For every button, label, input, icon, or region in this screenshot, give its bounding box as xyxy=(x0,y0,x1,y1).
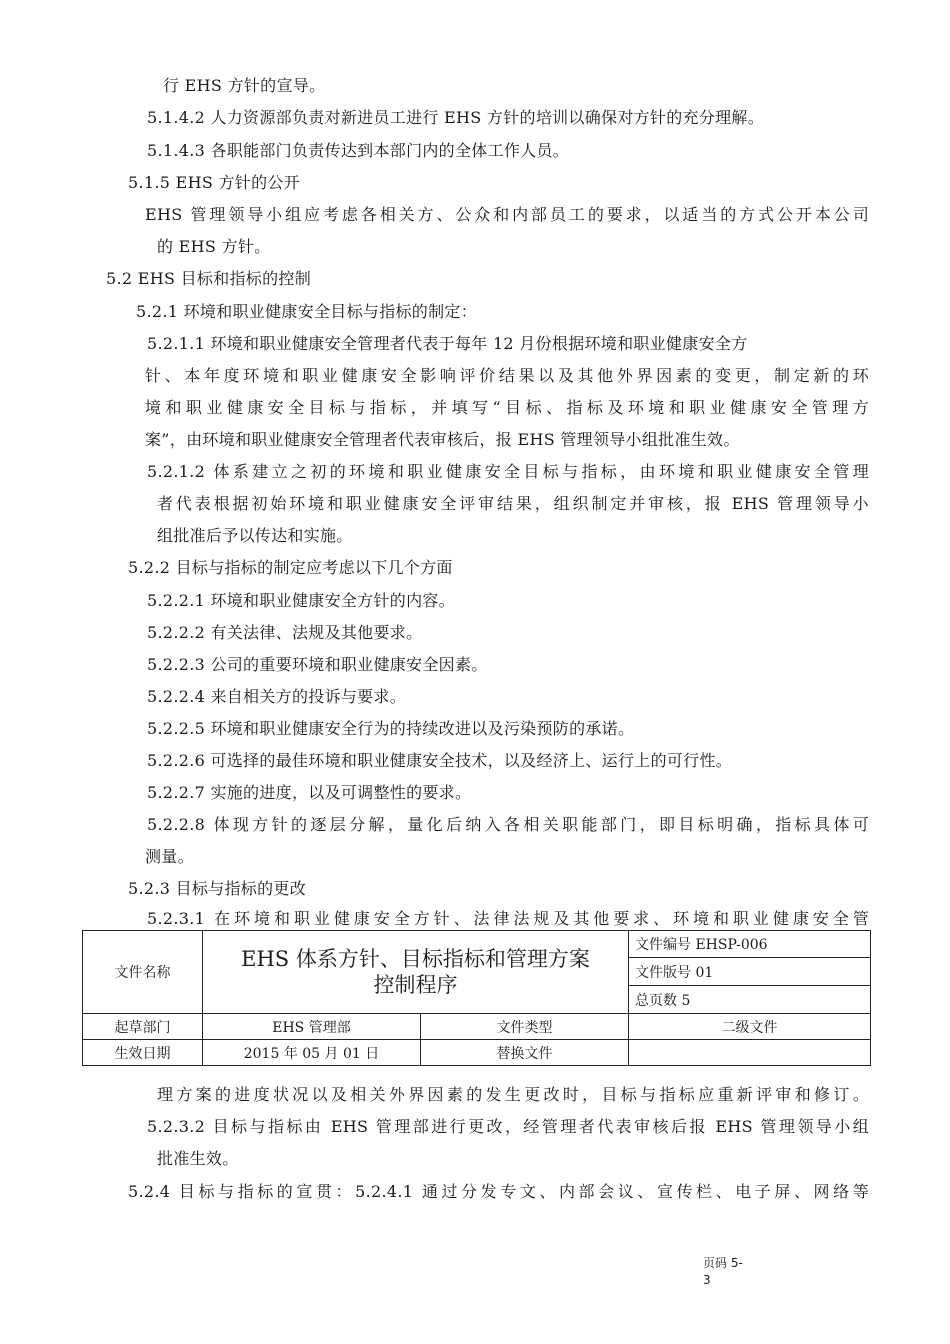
document-type-value: 二级文件 xyxy=(629,1014,871,1040)
section-heading: 5.2.2 目标与指标的制定应考虑以下几个方面 xyxy=(128,558,453,577)
text-line: 5.2.1.2 体系建立之初的环境和职业健康安全目标与指标，由环境和职业健康安全管理 xyxy=(147,462,869,481)
text-line: 5.2.2.5 环境和职业健康安全行为的持续改进以及污染预防的承诺。 xyxy=(147,719,635,738)
total-pages: 总页数 5 xyxy=(629,986,871,1014)
page-number xyxy=(703,1255,763,1289)
page-number-line2: 3 xyxy=(703,1273,711,1287)
drafting-dept-label: 起草部门 xyxy=(83,1014,203,1040)
document-type-label: 文件类型 xyxy=(421,1014,629,1040)
page-number-line1: 页码 5- xyxy=(703,1256,743,1270)
text-line: 案”，由环境和职业健康安全管理者代表审核后，报 EHS 管理领导小组批准生效。 xyxy=(145,430,740,449)
effective-date-value: 2015 年 05 月 01 日 xyxy=(203,1040,421,1066)
section-heading: 5.2 EHS 目标和指标的控制 xyxy=(106,269,312,288)
text-line: 5.2.2.6 可选择的最佳环境和职业健康安全技术，以及经济上、运行上的可行性。 xyxy=(147,751,733,770)
text-line: 理方案的进度状况以及相关外界因素的发生更改时，目标与指标应重新评审和修订。 xyxy=(157,1085,869,1104)
text-line: EHS 管理领导小组应考虑各相关方、公众和内部员工的要求，以适当的方式公开本公司 xyxy=(145,205,869,224)
text-line: 5.2.4 目标与指标的宣贯：5.2.4.1 通过分发专文、内部会议、宣传栏、电子屏、网络等 xyxy=(128,1182,869,1201)
text-line: 5.2.2.3 公司的重要环境和职业健康安全因素。 xyxy=(147,655,488,674)
drafting-dept-value: EHS 管理部 xyxy=(203,1014,421,1040)
replace-document-value xyxy=(629,1040,871,1066)
text-line: 境和职业健康安全目标与指标，并填写“目标、指标及环境和职业健康安全管理方 xyxy=(145,398,869,417)
effective-date-label: 生效日期 xyxy=(83,1040,203,1066)
text-line: 批准生效。 xyxy=(157,1149,239,1168)
text-line: 5.2.1.1 环境和职业健康安全管理者代表于每年 12 月份根据环境和职业健康安全方 xyxy=(147,334,748,353)
text-line: 5.2.3.2 目标与指标由 EHS 管理部进行更改，经管理者代表审核后报 EHS 管理领导小组 xyxy=(147,1117,869,1136)
text-line: 5.1.4.3 各职能部门负责传达到本部门内的全体工作人员。 xyxy=(147,141,570,160)
document-version: 文件版号 01 xyxy=(629,958,871,986)
document-title xyxy=(203,931,629,1014)
text-line: 5.2.2.8 体现方针的逐层分解，量化后纳入各相关职能部门，即目标明确，指标具体可 xyxy=(147,815,869,834)
section-heading: 5.2.3 目标与指标的更改 xyxy=(128,879,306,898)
text-line: 测量。 xyxy=(145,847,194,866)
section-heading: 5.2.1 环境和职业健康安全目标与指标的制定： xyxy=(136,302,477,321)
text-line: 组批准后予以传达和实施。 xyxy=(157,526,353,545)
replace-document-label: 替换文件 xyxy=(421,1040,629,1066)
text-line: 针、本年度环境和职业健康安全影响评价结果以及其他外界因素的变更，制定新的环 xyxy=(145,366,869,385)
text-line: 5.2.3.1 在环境和职业健康安全方针、法律法规及其他要求、环境和职业健康安全管 xyxy=(147,909,869,928)
document-info-table xyxy=(82,930,871,1066)
text-line: 5.2.2.1 环境和职业健康安全方针的内容。 xyxy=(147,591,455,610)
text-line: 行 EHS 方针的宣导。 xyxy=(163,76,326,95)
text-line: 5.2.2.2 有关法律、法规及其他要求。 xyxy=(147,623,423,642)
document-title-line1: EHS 体系方针、目标指标和管理方案 xyxy=(241,947,590,971)
document-title-line2: 控制程序 xyxy=(373,973,458,997)
text-line: 5.2.2.4 来自相关方的投诉与要求。 xyxy=(147,687,407,706)
text-line: 的 EHS 方针。 xyxy=(157,237,271,256)
file-name-label: 文件名称 xyxy=(83,931,203,1014)
document-number: 文件编号 EHSP-006 xyxy=(629,931,871,958)
text-line: 者代表根据初始环境和职业健康安全评审结果，组织制定并审核，报 EHS 管理领导小 xyxy=(157,494,869,513)
text-line: 5.2.2.7 实施的进度，以及可调整性的要求。 xyxy=(147,783,472,802)
section-heading: 5.1.5 EHS 方针的公开 xyxy=(128,173,300,192)
text-line: 5.1.4.2 人力资源部负责对新进员工进行 EHS 方针的培训以确保对方针的充分理解。 xyxy=(147,108,765,127)
